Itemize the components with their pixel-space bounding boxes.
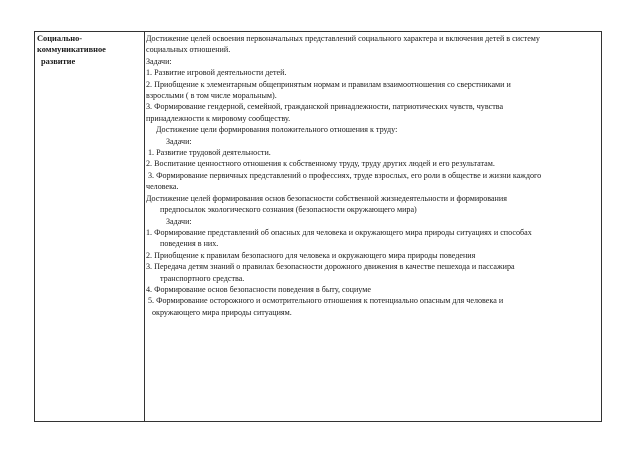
text-line: взрослыми ( в том числе моральным). [146,91,277,101]
goals-cell [145,32,601,421]
text-line: предпосылок экологического сознания (безопасности окружающего мира) [160,205,417,215]
text-line: Задачи: [166,136,192,146]
list-item: 3. Формирование первичных представлений о профессиях, труде взрослых, его роли в обществе и жизни каждого [148,170,542,180]
text-line: транспортного средства. [160,273,245,283]
text-line: поведения в них. [160,239,219,249]
text-line: окружающего мира природы ситуациям. [152,307,292,317]
list-item: 4. Формирование основ безопасности поведения в быту, социуме [146,284,371,294]
area-name-line-2: коммуникативное [37,45,106,55]
text-line: принадлежности к мировому сообществу. [146,113,291,123]
text-line: социальных отношений. [146,45,231,55]
content-table [34,31,602,422]
list-item: 5. Формирование осторожного и осмотрительного отношения к потенциально опасным для человека и [148,296,504,306]
list-item: 1. Формирование представлений об опасных для человека и окружающего мира природы ситуациях и способах [146,227,532,237]
list-item: 2. Приобщение к элементарным общепринятым нормам и правилам взаимоотношения со сверстниками и [146,79,511,89]
area-name-line-1: Социально- [37,34,83,43]
section-heading: Достижение цели формирования положительного отношения к труду: [156,125,398,135]
list-item: 3. Передача детям знаний о правилах безопасности дорожного движения в качестве пешехода и пассажира [146,262,515,272]
list-item: 3. Формирование гендерной, семейной, гражданской принадлежности, патриотических чувств, чувства [146,102,504,112]
text-line: Задачи: [146,56,172,66]
text-line: человека. [146,182,179,192]
text-line: Достижение целей освоения первоначальных представлений социального характера и включения детей в систему [146,34,540,43]
area-name-line-3: развитие [41,56,76,66]
text-line: Задачи: [166,216,192,226]
list-item: 1. Развитие трудовой деятельности. [148,148,271,158]
list-item: 2. Приобщение к правилам безопасного для человека и окружающего мира природы поведения [146,250,476,260]
list-item: 2. Воспитание ценностного отношения к собственному труду, труду других людей и его результатам. [146,159,495,169]
list-item: 1. Развитие игровой деятельности детей. [146,68,287,78]
section-heading: Достижение целей формирования основ безопасности собственной жизнедеятельности и формирования [146,193,507,203]
area-name-cell [35,32,145,421]
